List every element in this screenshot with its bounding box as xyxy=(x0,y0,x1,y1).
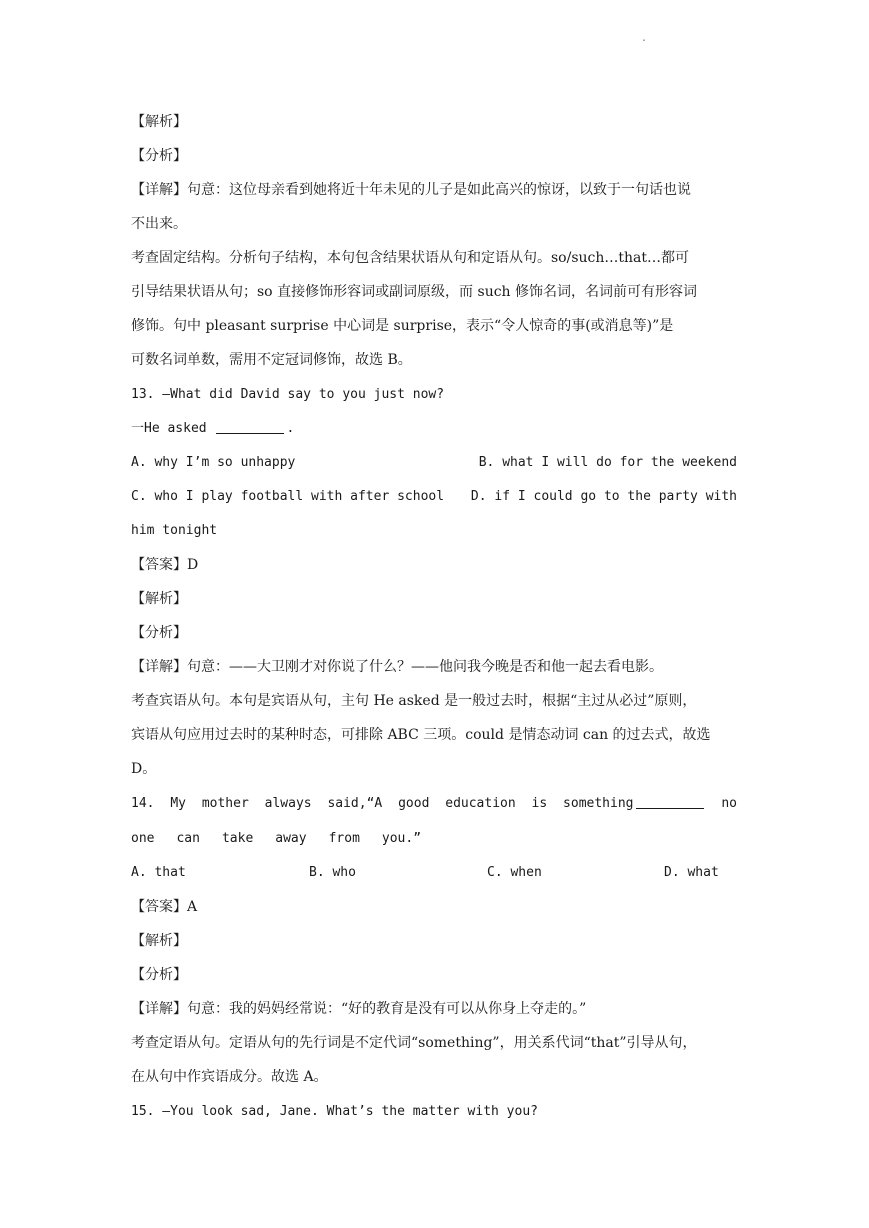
q14-word-something: something xyxy=(563,796,634,811)
q13-line-2-prefix: 一He asked xyxy=(131,421,215,436)
q13-option-a: A. why I’m so unhappy xyxy=(131,455,296,470)
prev-fenxi-tag: 【分析】 xyxy=(131,148,187,164)
q14-word: away xyxy=(275,831,307,846)
q13-answer-blank xyxy=(216,419,284,434)
q14-stem xyxy=(131,794,737,814)
q13-explain-line-2: 宾语从句应用过去时的某种时态，可排除 ABC 三项。could 是情态动词 can 的过去式，故选 xyxy=(131,727,711,743)
prev-explain-line-1: 考查固定结构。分析句子结构，本句包含结果状语从句和定语从句。so/such…that…都可 xyxy=(131,250,690,266)
q14-word: from xyxy=(328,831,360,846)
header-mark: . xyxy=(642,30,646,44)
q13-option-c: C. who I play football with after school xyxy=(131,489,445,504)
q13-options-row-1 xyxy=(131,453,737,473)
q14-option-a: A. that xyxy=(131,865,186,880)
q14-explain-line-2: 在从句中作宾语成分。故选 A。 xyxy=(131,1069,328,1085)
q14-word xyxy=(563,794,705,814)
q13-answer: 【答案】D xyxy=(131,557,199,573)
prev-explain-line-4: 可数名词单数，需用不定冠词修饰，故选 B。 xyxy=(131,352,412,368)
q13-option-b: B. what I will do for the weekend xyxy=(478,455,737,470)
q14-option-d: D. what xyxy=(664,865,719,880)
q14-word: good xyxy=(398,796,430,811)
prev-explain-line-2: 引导结果状语从句；so 直接修饰形容词或副词原级，而 such 修饰名词，名词前可有形容词 xyxy=(131,284,698,300)
q14-analysis-tag: 【解析】 xyxy=(131,933,187,949)
prev-detail-line-2: 不出来。 xyxy=(131,216,187,232)
q14-option-b: B. who xyxy=(309,865,356,880)
q14-word: is xyxy=(531,796,548,811)
q14-word: one xyxy=(131,831,155,846)
q14-stem-line-2 xyxy=(131,829,737,849)
q13-option-d-continued: him tonight xyxy=(131,523,218,538)
prev-explain-line-3: 修饰。句中 pleasant surprise 中心词是 surprise，表示“令人惊奇的事(或消息等)”是 xyxy=(131,318,674,334)
q14-answer-blank xyxy=(636,794,704,809)
q13-detail: 【详解】句意：——大卫刚才对你说了什么？——他问我今晚是否和他一起去看电影。 xyxy=(131,659,663,675)
q13-stem: 13. —What did David say to you just now? xyxy=(131,387,445,402)
q14-word: no xyxy=(721,796,737,811)
q14-word: said,“A xyxy=(327,796,383,811)
q13-line-2-suffix: . xyxy=(286,421,295,436)
prev-analysis-tag: 【解析】 xyxy=(131,114,187,130)
q14-word: mother xyxy=(201,796,249,811)
q14-word: take xyxy=(221,831,254,846)
prev-detail-line-1: 【详解】句意：这位母亲看到她将近十年未见的儿子是如此高兴的惊讶，以致于一句话也说 xyxy=(131,182,691,198)
q14-word: always xyxy=(264,796,312,811)
q14-option-c: C. when xyxy=(487,865,542,880)
q14-word: 14. xyxy=(131,796,155,811)
q14-word: you.” xyxy=(381,831,422,846)
q13-analysis-tag: 【解析】 xyxy=(131,591,187,607)
q14-word: can xyxy=(176,831,200,846)
q13-option-d: D. if I could go to the party with xyxy=(470,489,737,504)
q14-word: My xyxy=(170,796,186,811)
q14-fenxi-tag: 【分析】 xyxy=(131,967,187,983)
q14-explain-line-1: 考查定语从句。定语从句的先行词是不定代词“something”，用关系代词“that”引导从句， xyxy=(131,1035,697,1051)
q14-answer: 【答案】A xyxy=(131,899,198,915)
q14-word: education xyxy=(445,796,516,811)
q13-explain-line-1: 考查宾语从句。本句是宾语从句，主句 He asked 是一般过去时，根据“主过从必过”原则， xyxy=(131,693,697,709)
q13-options-row-2 xyxy=(131,487,737,507)
q15-stem: 15. —You look sad, Jane. What’s the matter with you? xyxy=(131,1104,538,1119)
q14-options xyxy=(131,863,737,883)
q13-line-2 xyxy=(131,419,737,439)
q14-detail: 【详解】句意：我的妈妈经常说：“好的教育是没有可以从你身上夺走的。” xyxy=(131,1001,587,1017)
q13-fenxi-tag: 【分析】 xyxy=(131,625,187,641)
q13-explain-line-3: D。 xyxy=(131,761,157,777)
